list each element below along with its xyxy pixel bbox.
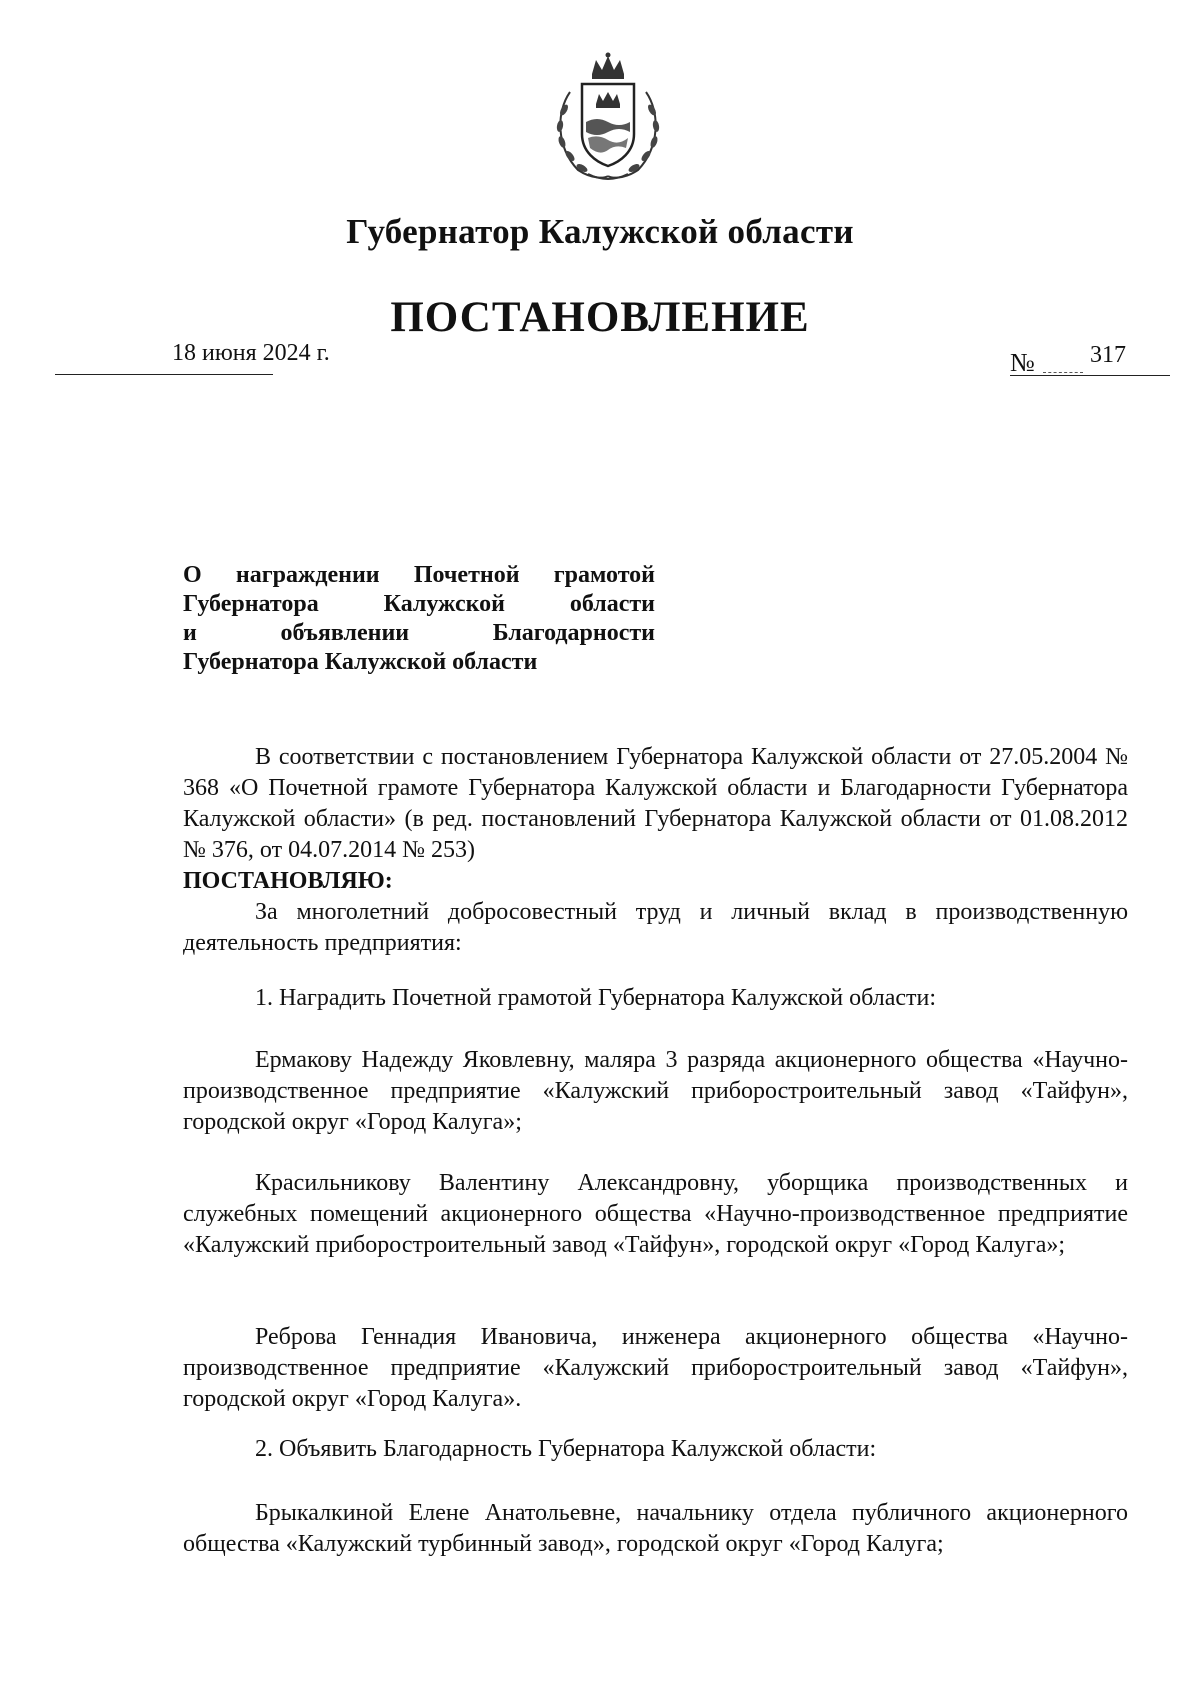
issuing-authority: Губернатор Калужской области [346, 212, 854, 251]
award-item-block [183, 1168, 1128, 1261]
subject-line: Губернатора Калужской области [183, 649, 538, 675]
number-dash [1043, 372, 1083, 373]
preamble-paragraph: В соответствии с постановлением Губернатора Калужской области от 27.05.2004 № 368 «О Почетной грамоте Губернатора Калужской области и Благодарности Губернатора Калужской области» (в ред. постановлений Губернатора Калужской области от 01.08.2012 № 376, от 04.07.2014 № 253) [183, 744, 1128, 863]
subject-line: и объявлении Благодарности [183, 620, 655, 646]
decree-word: ПОСТАНОВЛЯЮ: [183, 868, 393, 894]
section-1-heading-block [183, 983, 1128, 1014]
award-item: Реброва Геннадия Ивановича, инженера акционерного общества «Научно-производственное предприятие «Калужский приборостроительный завод «Тайфун», городской округ «Город Калуга». [183, 1324, 1128, 1412]
preamble-block [183, 742, 1128, 959]
number-underline [1010, 375, 1170, 376]
section-2-heading-block [183, 1434, 1128, 1465]
award-item-block [183, 1322, 1128, 1415]
kaluga-region-coat-of-arms-icon [548, 52, 668, 186]
document-subject [183, 561, 655, 677]
award-item: Ермакову Надежду Яковлевну, маляра 3 разряда акционерного общества «Научно-производственное предприятие «Калужский приборостроительный завод «Тайфун», городской округ «Город Калуга»; [183, 1047, 1128, 1135]
document-number: 317 [1090, 342, 1126, 368]
section-1-heading: 1. Наградить Почетной грамотой Губернатора Калужской области: [255, 985, 937, 1011]
document-date: 18 июня 2024 г. [172, 340, 330, 366]
section-2-heading: 2. Объявить Благодарность Губернатора Калужской области: [255, 1436, 877, 1462]
subject-line: Губернатора Калужской области [183, 591, 655, 617]
award-item-block [183, 1045, 1128, 1138]
award-item: Красильникову Валентину Александровну, уборщика производственных и служебных помещений акционерного общества «Научно-производственное предприятие «Калужский приборостроительный завод «Тайфун», городской округ «Город Калуга»; [183, 1170, 1128, 1258]
date-underline [55, 374, 273, 375]
gratitude-item-block [183, 1498, 1128, 1560]
number-label: № [1010, 348, 1035, 377]
gratitude-item: Брыкалкиной Елене Анатольевне, начальнику отдела публичного акционерного общества «Калужский турбинный завод», городской округ «Город Калуга; [183, 1500, 1128, 1557]
subject-line: О награждении Почетной грамотой [183, 562, 655, 588]
reason-paragraph: За многолетний добросовестный труд и личный вклад в производственную деятельность предприятия: [183, 899, 1128, 956]
document-type-title: ПОСТАНОВЛЕНИЕ [390, 294, 810, 341]
